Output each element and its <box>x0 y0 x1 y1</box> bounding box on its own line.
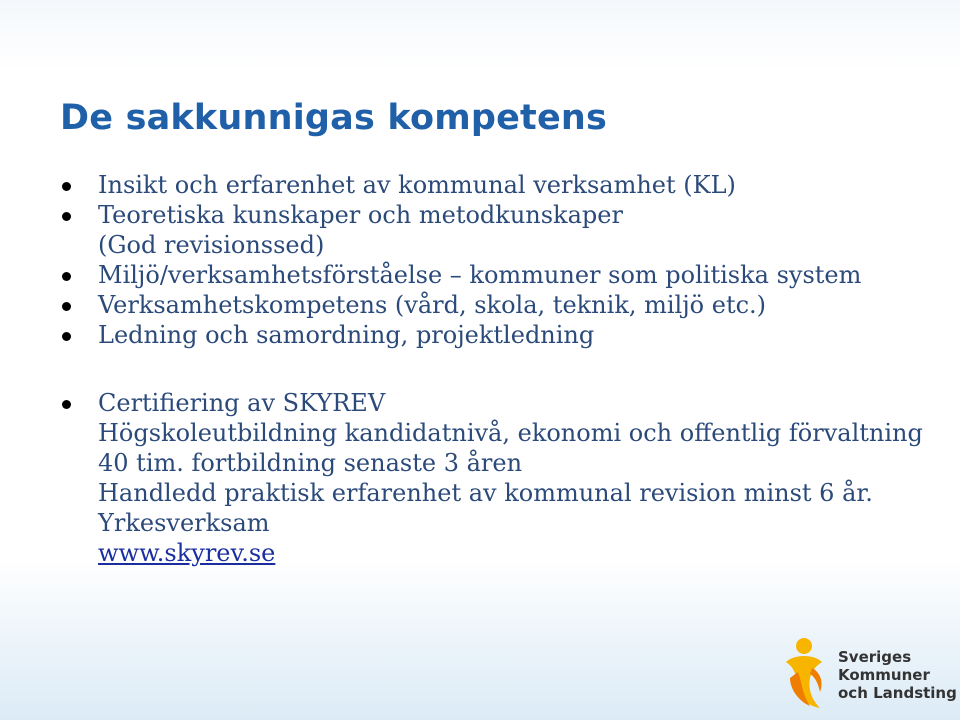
logo-line: Sveriges <box>838 648 912 666</box>
bullet-item <box>60 320 950 350</box>
bullet-text: Teoretiska kunskaper och metodkunskaper <box>98 201 623 229</box>
certification-line: Högskoleutbildning kandidatnivå, ekonomi och offentlig förvaltning <box>98 419 923 447</box>
logo-line: och Landsting <box>838 684 957 702</box>
bullet-dot-icon <box>62 272 71 281</box>
bullet-item <box>60 260 950 290</box>
bullet-dot-icon <box>62 400 71 409</box>
slide-title: De sakkunnigas kompetens <box>60 98 608 138</box>
slide-content <box>60 170 950 568</box>
bullet-text: Insikt och erfarenhet av kommunal verksamhet (KL) <box>98 171 736 199</box>
logo-line: Kommuner <box>838 666 930 684</box>
skl-logo-text <box>838 648 957 702</box>
bullet-text: Ledning och samordning, projektledning <box>98 321 595 349</box>
bullet-dot-icon <box>62 212 71 221</box>
bullet-item <box>60 200 950 260</box>
bullet-dot-icon <box>62 332 71 341</box>
certification-line: Handledd praktisk erfarenhet av kommunal revision minst 6 år. <box>98 479 873 507</box>
bullet-item <box>60 290 950 320</box>
bullet-text: Verksamhetskompetens (vård, skola, teknik, miljö etc.) <box>98 291 767 319</box>
certification-line: Certifiering av SKYREV <box>98 389 386 417</box>
spacer <box>60 350 950 388</box>
certification-item <box>60 388 950 568</box>
certification-line: 40 tim. fortbildning senaste 3 åren <box>98 449 523 477</box>
bullet-dot-icon <box>62 302 71 311</box>
bullet-text: Miljö/verksamhetsförståelse – kommuner som politiska system <box>98 261 862 289</box>
certification-line: Yrkesverksam <box>98 509 270 537</box>
bullet-dot-icon <box>62 182 71 191</box>
background-top <box>0 0 960 70</box>
bullet-item <box>60 170 950 200</box>
bullet-text: (God revisionssed) <box>98 231 325 259</box>
skyrev-link[interactable]: www.skyrev.se <box>98 539 276 567</box>
